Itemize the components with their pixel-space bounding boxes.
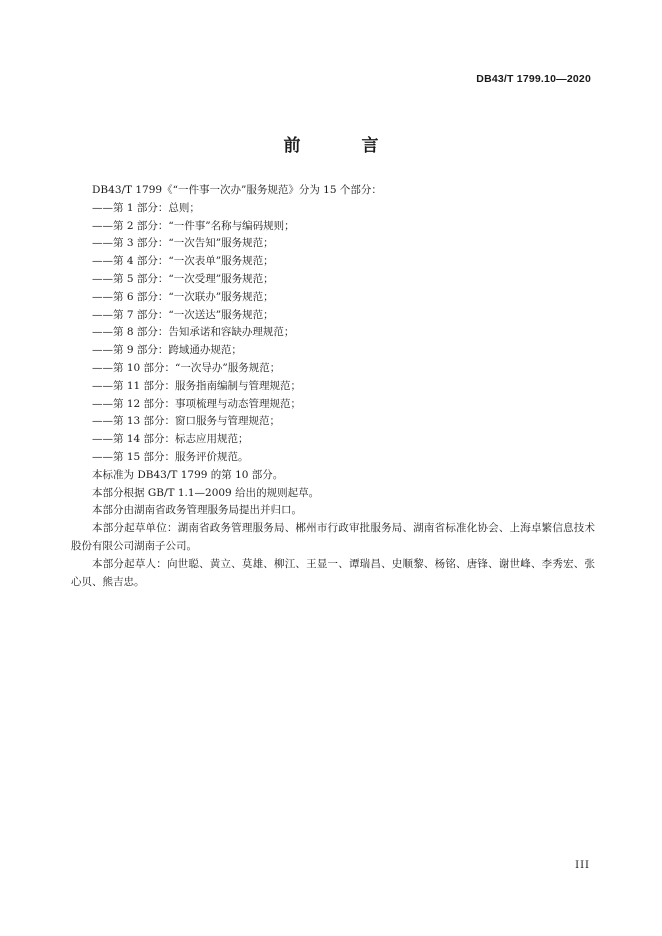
intro-paragraph: DB43/T 1799《“一件事一次办”服务规范》分为 15 个部分： [92, 184, 382, 196]
list-item: ——第 13 部分：窗口服务与管理规范； [92, 415, 281, 428]
drafters: 本部分起草人：向世聪、黄立、莫雄、柳江、王显一、谭瑞昌、史顺黎、杨铭、唐锋、谢世峰、李秀宏、张心贝、熊吉忠。 [71, 557, 595, 588]
statement-rules: 本部分根据 GB/T 1.1—2009 给出的规则起草。 [92, 486, 320, 499]
list-item: ——第 5 部分：“一次受理”服务规范； [92, 272, 274, 285]
list-item: ——第 7 部分：“一次送达”服务规范； [92, 308, 274, 321]
page-title: 前 言 [283, 136, 401, 156]
list-item: ——第 4 部分：“一次表单”服务规范； [92, 255, 274, 268]
statement-proposer: 本部分由湖南省政务管理服务局提出并归口。 [92, 504, 302, 517]
drafting-units: 本部分起草单位：湖南省政务管理服务局、郴州市行政审批服务局、湖南省标准化协会、上海卓繁信息技术股份有限公司湖南子公司。 [71, 522, 595, 552]
list-item: ——第 8 部分：告知承诺和容缺办理规范； [92, 326, 295, 339]
parts-list [71, 200, 595, 467]
page-number: III [575, 860, 590, 871]
list-item: ——第 14 部分：标志应用规范； [92, 433, 249, 446]
document-body [71, 182, 595, 591]
statement-part: 本标准为 DB43/T 1799 的第 10 部分。 [92, 468, 284, 481]
standard-code: DB43/T 1799.10—2020 [476, 73, 591, 85]
list-item: ——第 15 部分：服务评价规范。 [92, 450, 249, 463]
list-item: ——第 2 部分：“一件事”名称与编码规则； [92, 219, 295, 232]
list-item: ——第 3 部分：“一次告知”服务规范； [92, 237, 274, 250]
list-item: ——第 11 部分：服务指南编制与管理规范； [92, 379, 302, 392]
list-item: ——第 9 部分：跨域通办规范； [92, 344, 242, 357]
list-item: ——第 10 部分：“一次导办”服务规范； [92, 361, 281, 374]
list-item: ——第 1 部分：总则； [92, 201, 200, 214]
list-item: ——第 12 部分：事项梳理与动态管理规范； [92, 397, 302, 410]
list-item: ——第 6 部分：“一次联办”服务规范； [92, 290, 274, 303]
